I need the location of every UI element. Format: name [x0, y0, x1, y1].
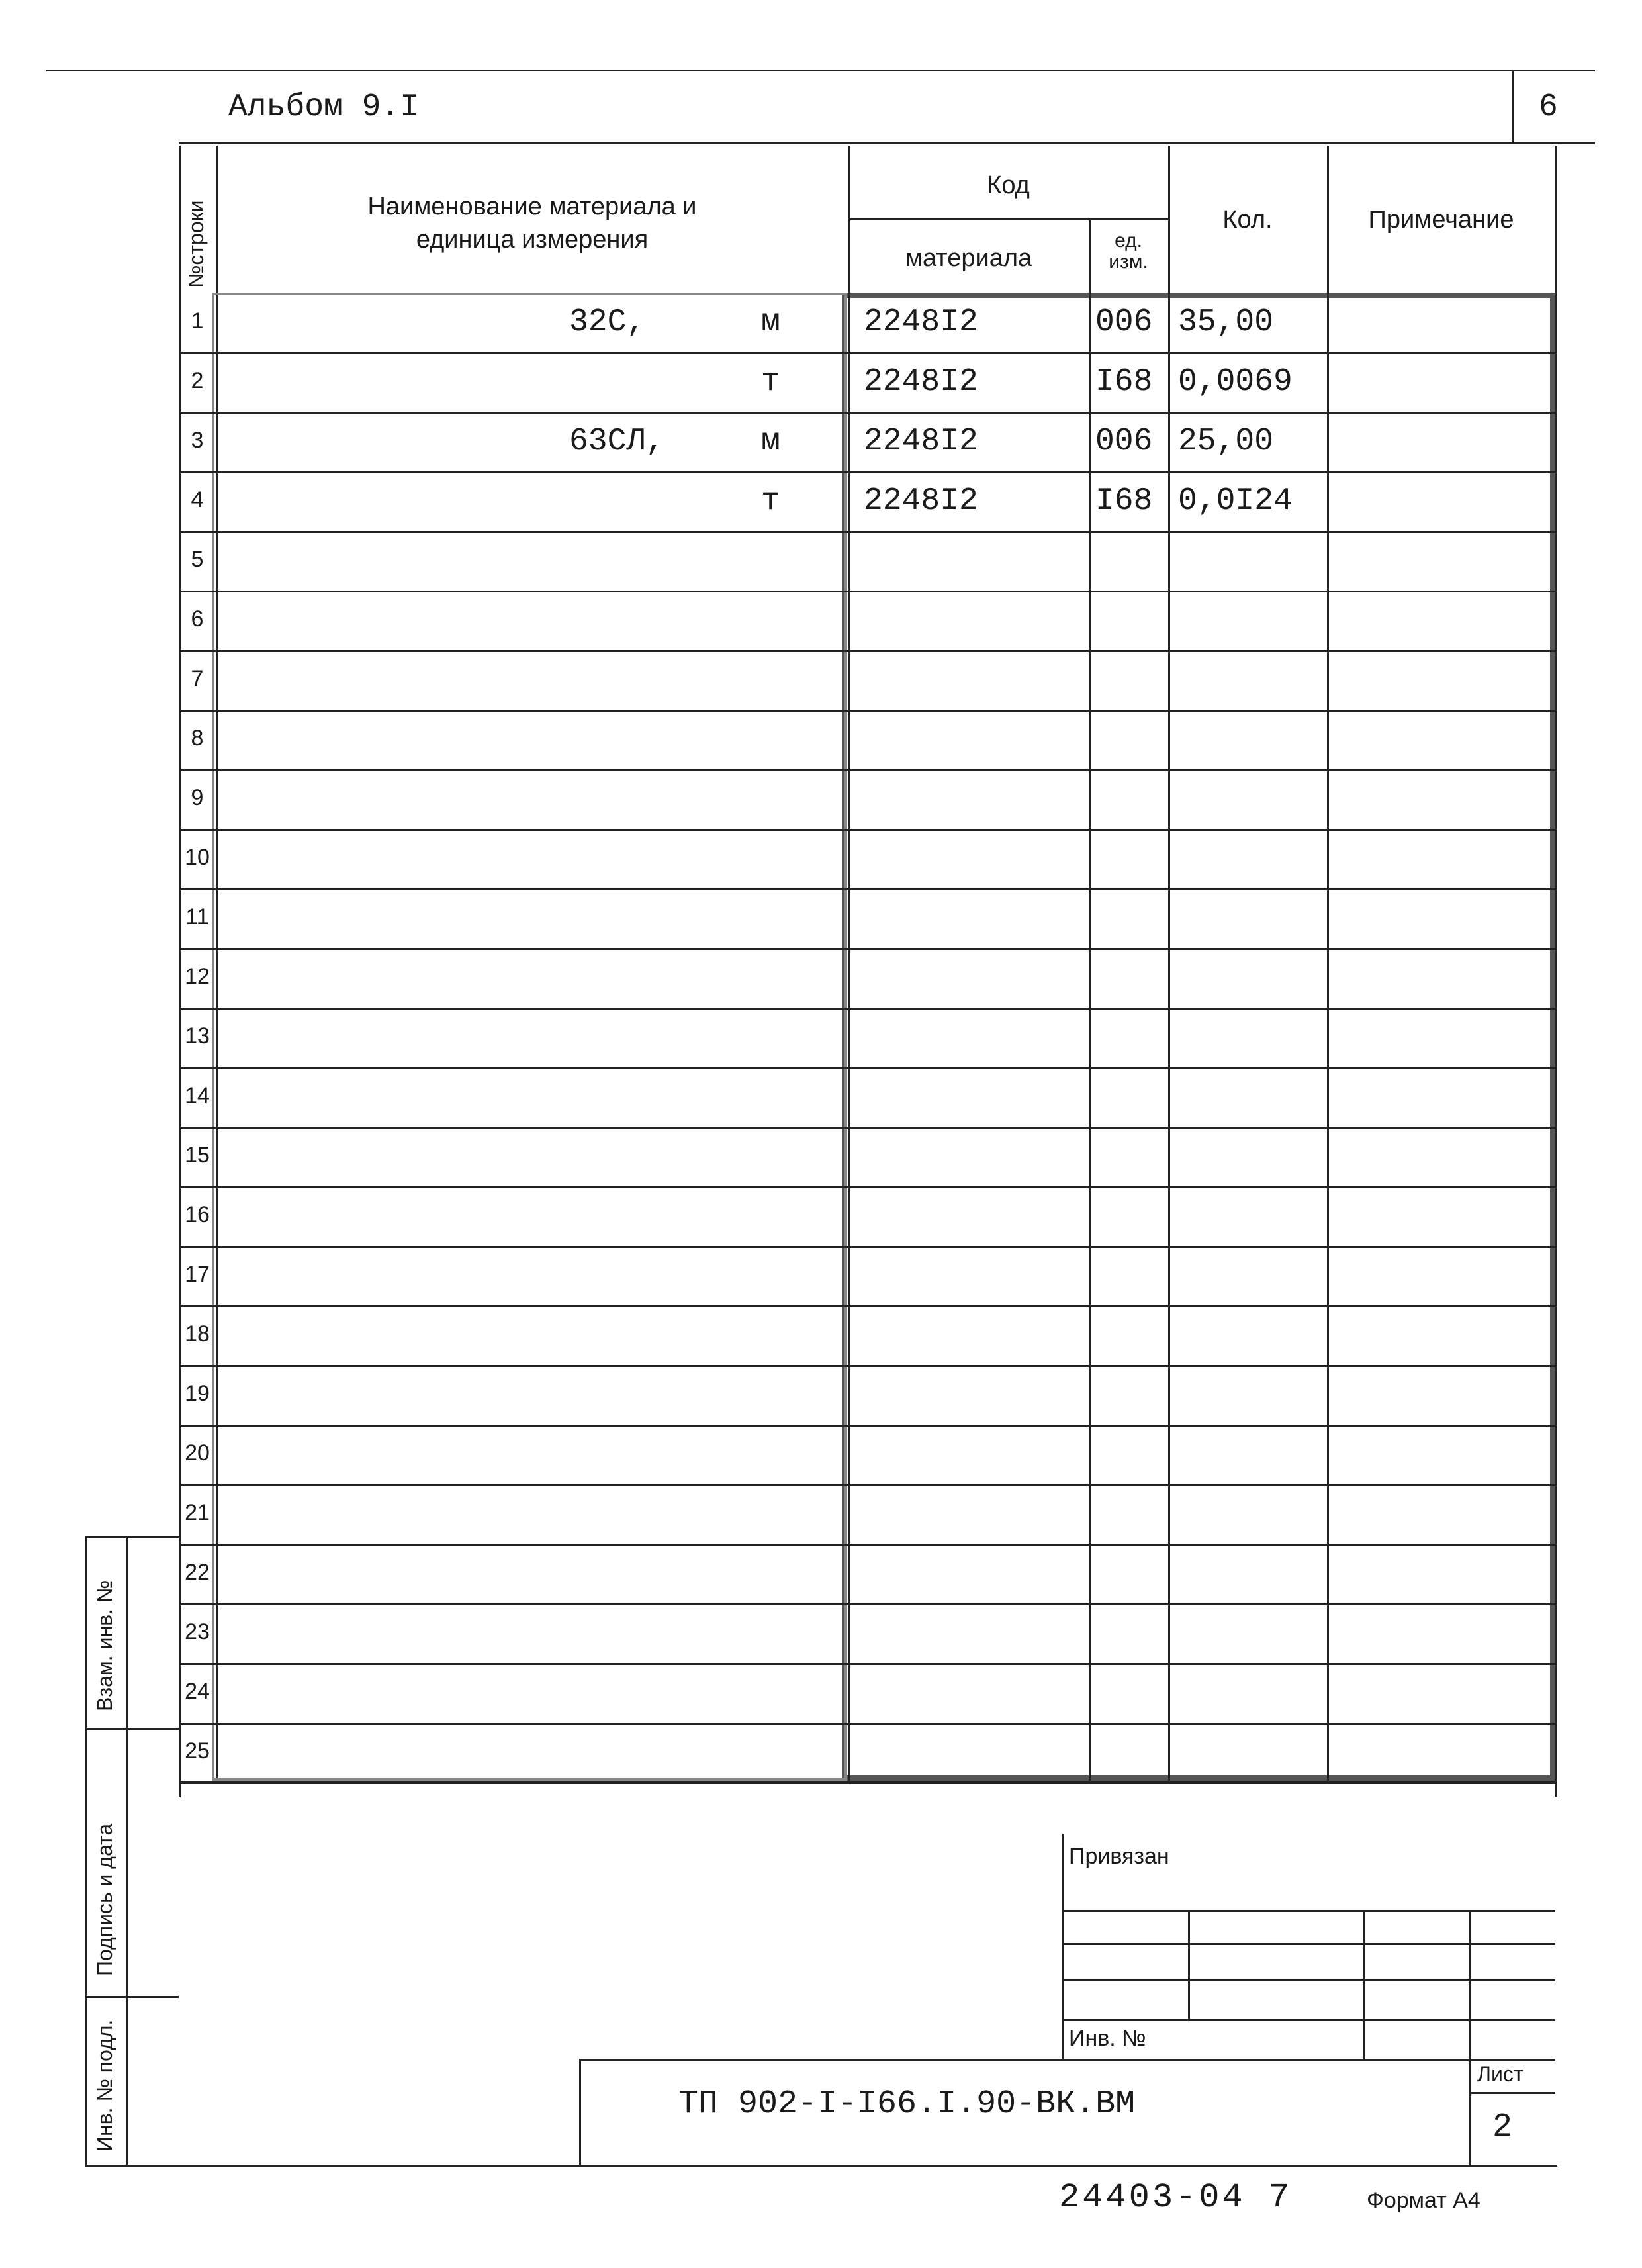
- row-divider: [179, 1008, 1555, 1010]
- row-material: 2248I2: [864, 424, 978, 459]
- inv-no-label: Инв. №: [1069, 2026, 1146, 2051]
- row-number: 12: [185, 964, 210, 989]
- row-code-unit: 006: [1095, 424, 1153, 459]
- album-label: Альбом 9.I: [228, 89, 420, 125]
- row-number: 15: [185, 1143, 210, 1168]
- row-divider: [179, 1544, 1555, 1546]
- row-divider: [179, 531, 1555, 533]
- table-bottom-rule: [179, 1781, 1555, 1783]
- col-header-row-no: №строки: [184, 200, 208, 288]
- page-number-divider: [1512, 70, 1514, 142]
- row-divider: [179, 1127, 1555, 1129]
- side-stamp-top: [85, 1536, 179, 1538]
- row-code-unit: 006: [1095, 305, 1153, 340]
- row-number: 1: [191, 308, 204, 334]
- row-divider: [179, 412, 1555, 414]
- row-divider: [179, 710, 1555, 712]
- row-name: 32С,: [569, 305, 646, 340]
- inv-original-label: Инв. № подл.: [93, 2019, 116, 2151]
- tb-col-1: [1188, 1910, 1190, 2019]
- row-number: 3: [191, 428, 204, 453]
- row-number: 23: [185, 1619, 210, 1644]
- top-rule: [46, 70, 1595, 71]
- row-divider: [179, 1305, 1555, 1307]
- document-designation: ТП 902-I-I66.I.90-ВК.ВМ: [678, 2085, 1136, 2123]
- row-divider: [179, 769, 1555, 771]
- col-header-note: Примечание: [1368, 206, 1514, 234]
- designation-top: [579, 2059, 1555, 2061]
- tb-rule-3: [1062, 1979, 1555, 1981]
- row-number: 22: [185, 1560, 210, 1585]
- format-label: Формат А4: [1367, 2188, 1481, 2213]
- row-qty: 0,0069: [1178, 364, 1293, 400]
- row-divider: [179, 352, 1555, 354]
- tb-col-3: [1469, 1910, 1471, 2165]
- row-number: 24: [185, 1679, 210, 1704]
- data-col-divider: [1327, 293, 1329, 1781]
- row-material: 2248I2: [864, 305, 978, 340]
- data-col-divider: [1168, 293, 1170, 1781]
- col-header-unit-1: ед.: [1115, 230, 1142, 252]
- row-number: 25: [185, 1738, 210, 1764]
- row-number: 7: [191, 666, 204, 691]
- row-qty: 25,00: [1178, 424, 1274, 459]
- row-code-unit: I68: [1095, 483, 1153, 519]
- row-divider: [179, 650, 1555, 652]
- row-number: 18: [185, 1321, 210, 1347]
- row-divider: [179, 471, 1555, 473]
- tb-top-rule: [1062, 1910, 1555, 1912]
- tb-left: [1062, 1834, 1064, 2059]
- row-name: 63СЛ,: [569, 424, 665, 459]
- row-divider: [179, 948, 1555, 950]
- row-number: 9: [191, 785, 204, 810]
- row-divider: [179, 1067, 1555, 1069]
- data-frame-name: [212, 293, 847, 1781]
- row-number: 17: [185, 1262, 210, 1287]
- row-number: 5: [191, 547, 204, 572]
- row-material: 2248I2: [864, 364, 978, 400]
- row-number: 8: [191, 726, 204, 751]
- spec-table: [179, 146, 1555, 1797]
- row-divider: [179, 1603, 1555, 1605]
- row-material: 2248I2: [864, 483, 978, 519]
- row-divider: [179, 1723, 1555, 1725]
- row-divider: [179, 1365, 1555, 1367]
- row-number: 16: [185, 1202, 210, 1227]
- row-number: 20: [185, 1441, 210, 1466]
- row-code-unit: I68: [1095, 364, 1153, 400]
- row-number: 11: [185, 904, 209, 929]
- row-divider: [179, 591, 1555, 592]
- data-col-divider: [1089, 293, 1091, 1781]
- linked-label: Привязан: [1069, 1844, 1169, 1869]
- col-header-code: Код: [987, 171, 1030, 199]
- signature-date-label: Подпись и дата: [93, 1823, 116, 1976]
- col-header-name-2: единица измерения: [416, 226, 649, 254]
- row-unit: м: [761, 305, 780, 340]
- side-stamp-mid: [126, 1536, 128, 2165]
- page-number: 6: [1539, 89, 1558, 125]
- row-divider: [179, 888, 1555, 890]
- data-col-divider: [848, 293, 850, 1781]
- table-right-border: [1555, 146, 1557, 1797]
- row-divider: [179, 1186, 1555, 1188]
- col-divider: [848, 146, 850, 298]
- row-qty: 35,00: [1178, 305, 1274, 340]
- row-divider: [179, 1663, 1555, 1665]
- row-divider: [179, 1484, 1555, 1486]
- row-number: 21: [185, 1500, 210, 1525]
- row-number: 19: [185, 1381, 210, 1406]
- row-unit: т: [761, 483, 780, 519]
- col-header-material: материала: [905, 244, 1032, 272]
- row-number: 4: [191, 487, 204, 512]
- row-divider: [179, 1425, 1555, 1427]
- tb-rule-2: [1062, 1943, 1555, 1945]
- tb-col-2: [1363, 1910, 1365, 2059]
- row-divider: [179, 1246, 1555, 1248]
- row-number: 14: [185, 1083, 210, 1108]
- col-header-name-1: Наименование материала и: [367, 193, 697, 220]
- tb-rule-4: [1062, 2019, 1555, 2021]
- row-number: 13: [185, 1023, 210, 1049]
- row-number: 6: [191, 606, 204, 632]
- replace-inv-label: Взам. инв. №: [93, 1580, 116, 1711]
- side-stamp-bottom: [85, 2165, 1557, 2167]
- row-qty: 0,0I24: [1178, 483, 1293, 519]
- row-number: 2: [191, 368, 204, 393]
- row-unit: т: [761, 364, 780, 400]
- side-stamp-div1: [85, 1728, 179, 1730]
- code-sub-divider: [848, 218, 1168, 220]
- side-stamp-div2: [85, 1996, 179, 1998]
- designation-left: [579, 2059, 581, 2165]
- col-header-unit-2: изм.: [1109, 251, 1148, 273]
- row-number: 10: [185, 845, 210, 870]
- side-stamp-left: [85, 1536, 87, 2165]
- sheet-label-rule: [1469, 2092, 1555, 2094]
- header-rule: [179, 142, 1595, 144]
- row-unit: м: [761, 424, 780, 459]
- sheet-label: Лист: [1477, 2062, 1524, 2086]
- row-divider: [179, 829, 1555, 831]
- archive-number: 24403-04 7: [1059, 2178, 1293, 2217]
- col-header-qty: Кол.: [1222, 206, 1273, 234]
- sheet-number: 2: [1492, 2108, 1513, 2146]
